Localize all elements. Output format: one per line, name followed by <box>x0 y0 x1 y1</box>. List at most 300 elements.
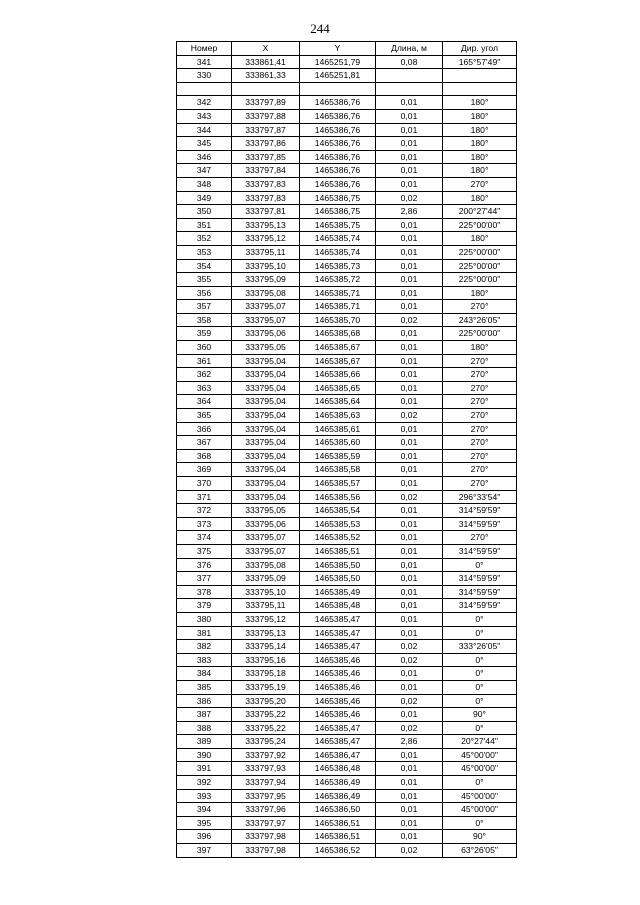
table-row <box>177 96 517 110</box>
cell-direction-angle: 180° <box>443 286 517 300</box>
cell-direction-angle: 45°00'00" <box>443 789 517 803</box>
table-row <box>177 368 517 382</box>
table-row <box>177 599 517 613</box>
table-row <box>177 544 517 558</box>
table-row <box>177 708 517 722</box>
cell-x: 333797,89 <box>232 96 300 110</box>
cell-direction-angle: 180° <box>443 150 517 164</box>
cell-x: 333795,11 <box>232 245 300 259</box>
cell-y: 1465385,46 <box>300 680 376 694</box>
cell-x: 333797,83 <box>232 191 300 205</box>
cell-number: 362 <box>177 368 232 382</box>
table-row <box>177 612 517 626</box>
cell-number: 385 <box>177 680 232 694</box>
table-row <box>177 422 517 436</box>
table-row <box>177 504 517 518</box>
cell-x: 333795,04 <box>232 490 300 504</box>
cell-length: 0,01 <box>376 137 443 151</box>
table-row <box>177 286 517 300</box>
cell-direction-angle: 180° <box>443 109 517 123</box>
cell-x: 333795,07 <box>232 544 300 558</box>
cell-y: 1465385,68 <box>300 327 376 341</box>
cell-length: 0,01 <box>376 109 443 123</box>
table-row <box>177 735 517 749</box>
cell-number: 330 <box>177 69 232 83</box>
cell-length: 0,01 <box>376 531 443 545</box>
cell-x: 333795,06 <box>232 327 300 341</box>
table-row <box>177 789 517 803</box>
cell-y: 1465385,56 <box>300 490 376 504</box>
cell-x: 333795,22 <box>232 708 300 722</box>
cell-number: 359 <box>177 327 232 341</box>
cell-length: 0,01 <box>376 395 443 409</box>
table-row <box>177 477 517 491</box>
cell-x: 333795,22 <box>232 721 300 735</box>
cell-number: 349 <box>177 191 232 205</box>
cell-direction-angle: 243°26'05" <box>443 313 517 327</box>
header-number: Номер <box>177 42 232 56</box>
cell-length: 0,01 <box>376 816 443 830</box>
cell-number: 369 <box>177 463 232 477</box>
cell-direction-angle: 63°26'05" <box>443 844 517 858</box>
cell-number: 391 <box>177 762 232 776</box>
cell-y: 1465385,46 <box>300 708 376 722</box>
table-row <box>177 517 517 531</box>
cell-length: 0,02 <box>376 490 443 504</box>
cell-number: 345 <box>177 137 232 151</box>
cell-x: 333795,04 <box>232 368 300 382</box>
cell-direction-angle: 0° <box>443 558 517 572</box>
cell-number: 371 <box>177 490 232 504</box>
cell-length: 0,01 <box>376 830 443 844</box>
header-direction-angle: Дир. угол <box>443 42 517 56</box>
cell-direction-angle: 0° <box>443 721 517 735</box>
cell-number: 366 <box>177 422 232 436</box>
table-row <box>177 205 517 219</box>
cell-number: 393 <box>177 789 232 803</box>
cell-y: 1465385,51 <box>300 544 376 558</box>
cell-direction-angle: 270° <box>443 436 517 450</box>
cell-y: 1465385,65 <box>300 381 376 395</box>
cell-y <box>300 82 376 96</box>
cell-length: 0,02 <box>376 844 443 858</box>
table-row <box>177 341 517 355</box>
table-row <box>177 313 517 327</box>
cell-length: 0,01 <box>376 232 443 246</box>
cell-number: 388 <box>177 721 232 735</box>
table-row <box>177 82 517 96</box>
table-row <box>177 137 517 151</box>
cell-x: 333795,19 <box>232 680 300 694</box>
cell-number: 389 <box>177 735 232 749</box>
cell-number: 356 <box>177 286 232 300</box>
cell-length: 0,01 <box>376 544 443 558</box>
table-row <box>177 177 517 191</box>
cell-direction-angle: 314°59'59" <box>443 585 517 599</box>
table-row <box>177 436 517 450</box>
cell-number: 370 <box>177 477 232 491</box>
cell-x: 333795,11 <box>232 599 300 613</box>
cell-number: 383 <box>177 653 232 667</box>
cell-length: 0,01 <box>376 218 443 232</box>
cell-number: 384 <box>177 667 232 681</box>
cell-length: 0,02 <box>376 653 443 667</box>
cell-direction-angle <box>443 82 517 96</box>
cell-length: 0,01 <box>376 381 443 395</box>
cell-direction-angle <box>443 69 517 83</box>
cell-y: 1465386,76 <box>300 150 376 164</box>
cell-length: 0,02 <box>376 191 443 205</box>
cell-direction-angle: 180° <box>443 96 517 110</box>
cell-direction-angle: 270° <box>443 409 517 423</box>
cell-x: 333795,04 <box>232 409 300 423</box>
cell-number: 372 <box>177 504 232 518</box>
cell-number: 350 <box>177 205 232 219</box>
cell-x: 333795,10 <box>232 259 300 273</box>
table-row <box>177 150 517 164</box>
cell-direction-angle: 90° <box>443 708 517 722</box>
cell-y: 1465386,51 <box>300 830 376 844</box>
table-row <box>177 55 517 69</box>
cell-number: 352 <box>177 232 232 246</box>
cell-number: 396 <box>177 830 232 844</box>
cell-x: 333795,09 <box>232 273 300 287</box>
cell-direction-angle: 180° <box>443 123 517 137</box>
cell-y: 1465385,48 <box>300 599 376 613</box>
cell-number: 374 <box>177 531 232 545</box>
cell-length: 0,01 <box>376 327 443 341</box>
cell-length: 0,01 <box>376 368 443 382</box>
cell-number: 373 <box>177 517 232 531</box>
cell-x: 333797,83 <box>232 177 300 191</box>
table-row <box>177 395 517 409</box>
cell-length: 0,01 <box>376 680 443 694</box>
cell-x: 333795,12 <box>232 612 300 626</box>
cell-y: 1465385,59 <box>300 449 376 463</box>
cell-x: 333795,04 <box>232 422 300 436</box>
table-row <box>177 667 517 681</box>
cell-number: 361 <box>177 354 232 368</box>
cell-direction-angle: 296°33'54" <box>443 490 517 504</box>
cell-y: 1465385,47 <box>300 735 376 749</box>
cell-y: 1465386,75 <box>300 191 376 205</box>
header-length: Длина, м <box>376 42 443 56</box>
table-row <box>177 109 517 123</box>
cell-direction-angle: 0° <box>443 816 517 830</box>
cell-direction-angle: 200°27'44" <box>443 205 517 219</box>
cell-length: 0,02 <box>376 694 443 708</box>
table-header <box>177 42 517 56</box>
cell-x: 333795,07 <box>232 300 300 314</box>
cell-length <box>376 82 443 96</box>
cell-length: 2,86 <box>376 735 443 749</box>
cell-length: 0,01 <box>376 667 443 681</box>
cell-length: 0,01 <box>376 300 443 314</box>
cell-y: 1465386,47 <box>300 748 376 762</box>
cell-length: 2,86 <box>376 205 443 219</box>
cell-x: 333795,04 <box>232 436 300 450</box>
cell-x: 333797,96 <box>232 803 300 817</box>
cell-length: 0,02 <box>376 640 443 654</box>
cell-length: 0,01 <box>376 449 443 463</box>
cell-y: 1465385,63 <box>300 409 376 423</box>
cell-length: 0,01 <box>376 585 443 599</box>
cell-direction-angle: 270° <box>443 177 517 191</box>
cell-number: 363 <box>177 381 232 395</box>
cell-direction-angle: 270° <box>443 477 517 491</box>
cell-length: 0,01 <box>376 286 443 300</box>
cell-x: 333795,13 <box>232 626 300 640</box>
cell-direction-angle: 314°59'59" <box>443 572 517 586</box>
table-row <box>177 558 517 572</box>
cell-x: 333797,98 <box>232 844 300 858</box>
cell-length: 0,01 <box>376 572 443 586</box>
cell-number: 347 <box>177 164 232 178</box>
cell-number: 375 <box>177 544 232 558</box>
cell-direction-angle: 314°59'59" <box>443 544 517 558</box>
cell-length: 0,01 <box>376 626 443 640</box>
cell-number: 364 <box>177 395 232 409</box>
table-row <box>177 776 517 790</box>
cell-length: 0,01 <box>376 477 443 491</box>
cell-direction-angle: 180° <box>443 164 517 178</box>
cell-y: 1465385,60 <box>300 436 376 450</box>
cell-direction-angle: 270° <box>443 422 517 436</box>
cell-x: 333795,14 <box>232 640 300 654</box>
table-row <box>177 585 517 599</box>
table-body <box>177 55 517 857</box>
cell-x: 333795,04 <box>232 354 300 368</box>
cell-length: 0,01 <box>376 96 443 110</box>
cell-length: 0,01 <box>376 517 443 531</box>
cell-direction-angle: 180° <box>443 341 517 355</box>
cell-direction-angle: 0° <box>443 680 517 694</box>
cell-y: 1465385,75 <box>300 218 376 232</box>
table-row <box>177 327 517 341</box>
coordinates-table <box>176 41 517 858</box>
cell-y: 1465385,64 <box>300 395 376 409</box>
cell-x: 333795,13 <box>232 218 300 232</box>
cell-y: 1465385,47 <box>300 640 376 654</box>
cell-x: 333795,09 <box>232 572 300 586</box>
table-row <box>177 803 517 817</box>
cell-number: 368 <box>177 449 232 463</box>
cell-y: 1465385,67 <box>300 341 376 355</box>
cell-y: 1465385,74 <box>300 245 376 259</box>
cell-y: 1465385,53 <box>300 517 376 531</box>
cell-number: 394 <box>177 803 232 817</box>
cell-length: 0,01 <box>376 245 443 259</box>
table-row <box>177 191 517 205</box>
cell-direction-angle: 270° <box>443 381 517 395</box>
cell-direction-angle: 180° <box>443 137 517 151</box>
cell-y: 1465386,49 <box>300 776 376 790</box>
cell-y: 1465386,49 <box>300 789 376 803</box>
cell-x: 333795,04 <box>232 449 300 463</box>
cell-number: 367 <box>177 436 232 450</box>
table-row <box>177 748 517 762</box>
table-row <box>177 218 517 232</box>
cell-length: 0,02 <box>376 721 443 735</box>
cell-x <box>232 82 300 96</box>
cell-direction-angle: 314°59'59" <box>443 504 517 518</box>
cell-x: 333795,04 <box>232 477 300 491</box>
cell-y: 1465385,72 <box>300 273 376 287</box>
cell-length: 0,01 <box>376 123 443 137</box>
table-row <box>177 245 517 259</box>
cell-length: 0,01 <box>376 354 443 368</box>
cell-number: 353 <box>177 245 232 259</box>
cell-direction-angle: 225°00'00" <box>443 273 517 287</box>
cell-y: 1465385,46 <box>300 653 376 667</box>
cell-direction-angle: 225°00'00" <box>443 218 517 232</box>
cell-y: 1465385,46 <box>300 694 376 708</box>
cell-y: 1465251,81 <box>300 69 376 83</box>
cell-number: 382 <box>177 640 232 654</box>
cell-number: 387 <box>177 708 232 722</box>
cell-x: 333861,33 <box>232 69 300 83</box>
cell-direction-angle: 270° <box>443 449 517 463</box>
cell-y: 1465386,76 <box>300 177 376 191</box>
cell-direction-angle: 45°00'00" <box>443 762 517 776</box>
cell-number: 357 <box>177 300 232 314</box>
cell-x: 333795,08 <box>232 286 300 300</box>
cell-y: 1465386,76 <box>300 123 376 137</box>
cell-direction-angle: 225°00'00" <box>443 259 517 273</box>
cell-x: 333797,87 <box>232 123 300 137</box>
cell-direction-angle: 270° <box>443 395 517 409</box>
table-row <box>177 123 517 137</box>
cell-direction-angle: 270° <box>443 354 517 368</box>
cell-number: 397 <box>177 844 232 858</box>
cell-y: 1465386,52 <box>300 844 376 858</box>
cell-direction-angle: 20°27'44" <box>443 735 517 749</box>
cell-y: 1465385,47 <box>300 721 376 735</box>
table-row <box>177 830 517 844</box>
cell-length: 0,01 <box>376 708 443 722</box>
cell-x: 333795,04 <box>232 463 300 477</box>
cell-x: 333795,05 <box>232 504 300 518</box>
cell-length: 0,01 <box>376 164 443 178</box>
cell-y: 1465385,50 <box>300 572 376 586</box>
table-row <box>177 232 517 246</box>
cell-x: 333797,93 <box>232 762 300 776</box>
cell-direction-angle: 0° <box>443 667 517 681</box>
cell-length: 0,01 <box>376 748 443 762</box>
cell-length: 0,01 <box>376 150 443 164</box>
cell-x: 333795,18 <box>232 667 300 681</box>
cell-direction-angle: 225°00'00" <box>443 327 517 341</box>
cell-number: 354 <box>177 259 232 273</box>
cell-length: 0,01 <box>376 599 443 613</box>
table-row <box>177 449 517 463</box>
cell-y: 1465385,73 <box>300 259 376 273</box>
table-row <box>177 844 517 858</box>
cell-length: 0,01 <box>376 259 443 273</box>
cell-direction-angle: 0° <box>443 653 517 667</box>
page-number: 244 <box>310 21 330 36</box>
cell-length: 0,01 <box>376 436 443 450</box>
cell-number: 343 <box>177 109 232 123</box>
cell-length: 0,08 <box>376 55 443 69</box>
cell-number: 376 <box>177 558 232 572</box>
header-row <box>177 42 517 56</box>
cell-y: 1465385,58 <box>300 463 376 477</box>
cell-number: 358 <box>177 313 232 327</box>
cell-x: 333797,94 <box>232 776 300 790</box>
cell-length: 0,01 <box>376 776 443 790</box>
cell-direction-angle: 90° <box>443 830 517 844</box>
cell-y: 1465385,47 <box>300 612 376 626</box>
table-row <box>177 626 517 640</box>
cell-y: 1465386,50 <box>300 803 376 817</box>
cell-length: 0,01 <box>376 558 443 572</box>
header-x: X <box>232 42 300 56</box>
cell-direction-angle: 270° <box>443 300 517 314</box>
table-row <box>177 572 517 586</box>
cell-y: 1465386,51 <box>300 816 376 830</box>
cell-y: 1465385,46 <box>300 667 376 681</box>
cell-y: 1465385,50 <box>300 558 376 572</box>
table-row <box>177 653 517 667</box>
cell-x: 333795,07 <box>232 531 300 545</box>
cell-x: 333797,92 <box>232 748 300 762</box>
cell-x: 333795,05 <box>232 341 300 355</box>
cell-x: 333795,16 <box>232 653 300 667</box>
cell-length: 0,01 <box>376 612 443 626</box>
cell-direction-angle: 333°26'05" <box>443 640 517 654</box>
cell-x: 333795,20 <box>232 694 300 708</box>
cell-number: 342 <box>177 96 232 110</box>
cell-direction-angle: 180° <box>443 232 517 246</box>
cell-direction-angle: 180° <box>443 191 517 205</box>
cell-direction-angle: 0° <box>443 776 517 790</box>
cell-direction-angle: 45°00'00" <box>443 803 517 817</box>
cell-x: 333797,86 <box>232 137 300 151</box>
cell-direction-angle: 225°00'00" <box>443 245 517 259</box>
cell-x: 333797,88 <box>232 109 300 123</box>
table-row <box>177 259 517 273</box>
cell-direction-angle: 270° <box>443 531 517 545</box>
cell-number: 360 <box>177 341 232 355</box>
cell-x: 333797,84 <box>232 164 300 178</box>
cell-y: 1465385,71 <box>300 300 376 314</box>
cell-number: 386 <box>177 694 232 708</box>
cell-direction-angle: 270° <box>443 368 517 382</box>
cell-x: 333795,12 <box>232 232 300 246</box>
cell-length: 0,01 <box>376 789 443 803</box>
header-y: Y <box>300 42 376 56</box>
cell-number <box>177 82 232 96</box>
cell-x: 333795,04 <box>232 381 300 395</box>
cell-y: 1465385,61 <box>300 422 376 436</box>
cell-length: 0,01 <box>376 504 443 518</box>
table-row <box>177 680 517 694</box>
cell-y: 1465386,76 <box>300 137 376 151</box>
table-row <box>177 694 517 708</box>
cell-direction-angle: 0° <box>443 626 517 640</box>
cell-direction-angle: 45°00'00" <box>443 748 517 762</box>
cell-x: 333795,06 <box>232 517 300 531</box>
cell-direction-angle: 0° <box>443 612 517 626</box>
cell-x: 333795,08 <box>232 558 300 572</box>
cell-y: 1465385,74 <box>300 232 376 246</box>
cell-x: 333795,10 <box>232 585 300 599</box>
cell-y: 1465251,79 <box>300 55 376 69</box>
cell-number: 379 <box>177 599 232 613</box>
table-row <box>177 381 517 395</box>
cell-number: 377 <box>177 572 232 586</box>
